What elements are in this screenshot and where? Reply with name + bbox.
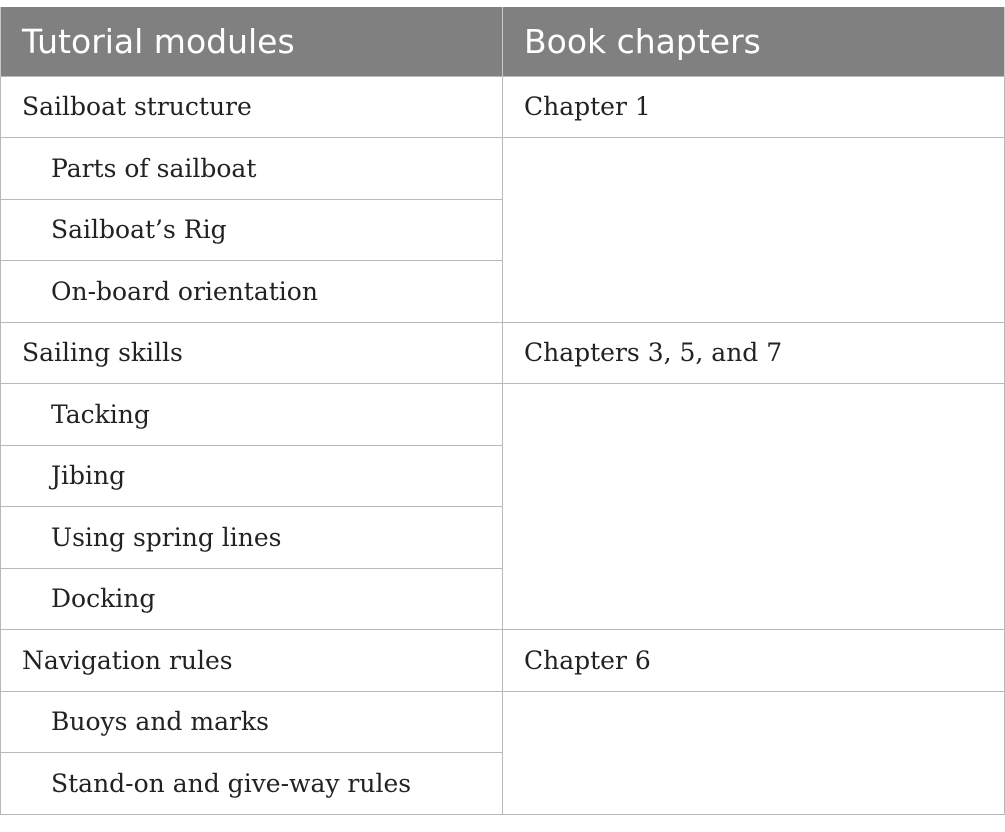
table-row <box>1 76 1005 138</box>
table-row <box>1 322 1005 384</box>
submodule-cell: Jibing <box>1 445 503 507</box>
module-cell: Sailing skills <box>1 322 503 384</box>
table-row <box>1 691 1005 753</box>
module-cell: Navigation rules <box>1 630 503 692</box>
empty-chapter-cell <box>503 384 1005 630</box>
table-header <box>1 7 1005 76</box>
submodule-cell: Docking <box>1 568 503 630</box>
table-row <box>1 630 1005 692</box>
submodule-cell: Stand-on and give-way rules <box>1 753 503 815</box>
chapter-cell: Chapter 6 <box>503 630 1005 692</box>
chapter-cell: Chapters 3, 5, and 7 <box>503 322 1005 384</box>
empty-chapter-cell <box>503 138 1005 323</box>
empty-chapter-cell <box>503 691 1005 814</box>
table-body <box>1 76 1005 814</box>
chapter-cell: Chapter 1 <box>503 76 1005 138</box>
modules-chapters-table <box>0 7 1005 815</box>
header-row <box>1 7 1005 76</box>
submodule-cell: On-board orientation <box>1 261 503 323</box>
module-cell: Sailboat structure <box>1 76 503 138</box>
table-row <box>1 138 1005 200</box>
header-book-chapters: Book chapters <box>503 7 1005 76</box>
submodule-cell: Parts of sailboat <box>1 138 503 200</box>
header-tutorial-modules: Tutorial modules <box>1 7 503 76</box>
submodule-cell: Using spring lines <box>1 507 503 569</box>
modules-chapters-table-container <box>0 7 1004 815</box>
submodule-cell: Sailboat’s Rig <box>1 199 503 261</box>
submodule-cell: Tacking <box>1 384 503 446</box>
table-row <box>1 384 1005 446</box>
submodule-cell: Buoys and marks <box>1 691 503 753</box>
